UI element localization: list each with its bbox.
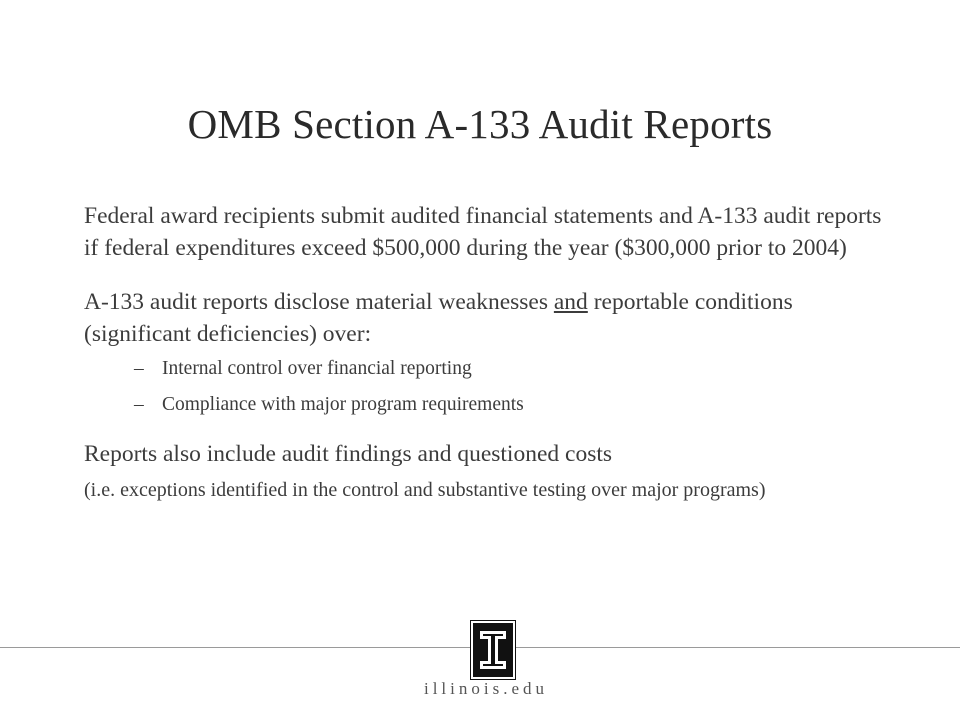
sub-bullet-text: Internal control over financial reporting xyxy=(162,358,472,379)
slide-title: OMB Section A-133 Audit Reports xyxy=(187,101,773,147)
paragraph-disclose-end: reportable conditions (significant deficiencies) over: xyxy=(84,289,793,347)
dash-bullet: – xyxy=(134,358,144,379)
footer-domain[interactable]: illinois.edu xyxy=(423,679,549,698)
sub-bullet-item xyxy=(134,392,884,418)
sub-bullet-text: Compliance with major program requirements xyxy=(162,394,524,415)
block-i-logo-icon xyxy=(471,621,515,679)
paragraph-disclose-start: A-133 audit reports disclose material weaknesses xyxy=(84,289,554,315)
block-i-glyph-icon xyxy=(478,629,508,671)
sub-bullet-list xyxy=(84,356,884,418)
paragraph-disclose xyxy=(84,286,884,350)
paragraph-federal-award: Federal award recipients submit audited financial statements and A-133 audit reports if federal expenditures exceed $500,000 during the year ($300,000 prior to 2004) xyxy=(84,203,882,261)
paragraph-findings: Reports also include audit findings and questioned costs xyxy=(84,441,613,467)
underlined-and: and xyxy=(553,289,588,315)
slide-content xyxy=(84,200,884,504)
sub-bullet-item xyxy=(134,356,884,382)
dash-bullet: – xyxy=(134,394,144,415)
paragraph-note: (i.e. exceptions identified in the control and substantive testing over major programs) xyxy=(84,479,766,501)
